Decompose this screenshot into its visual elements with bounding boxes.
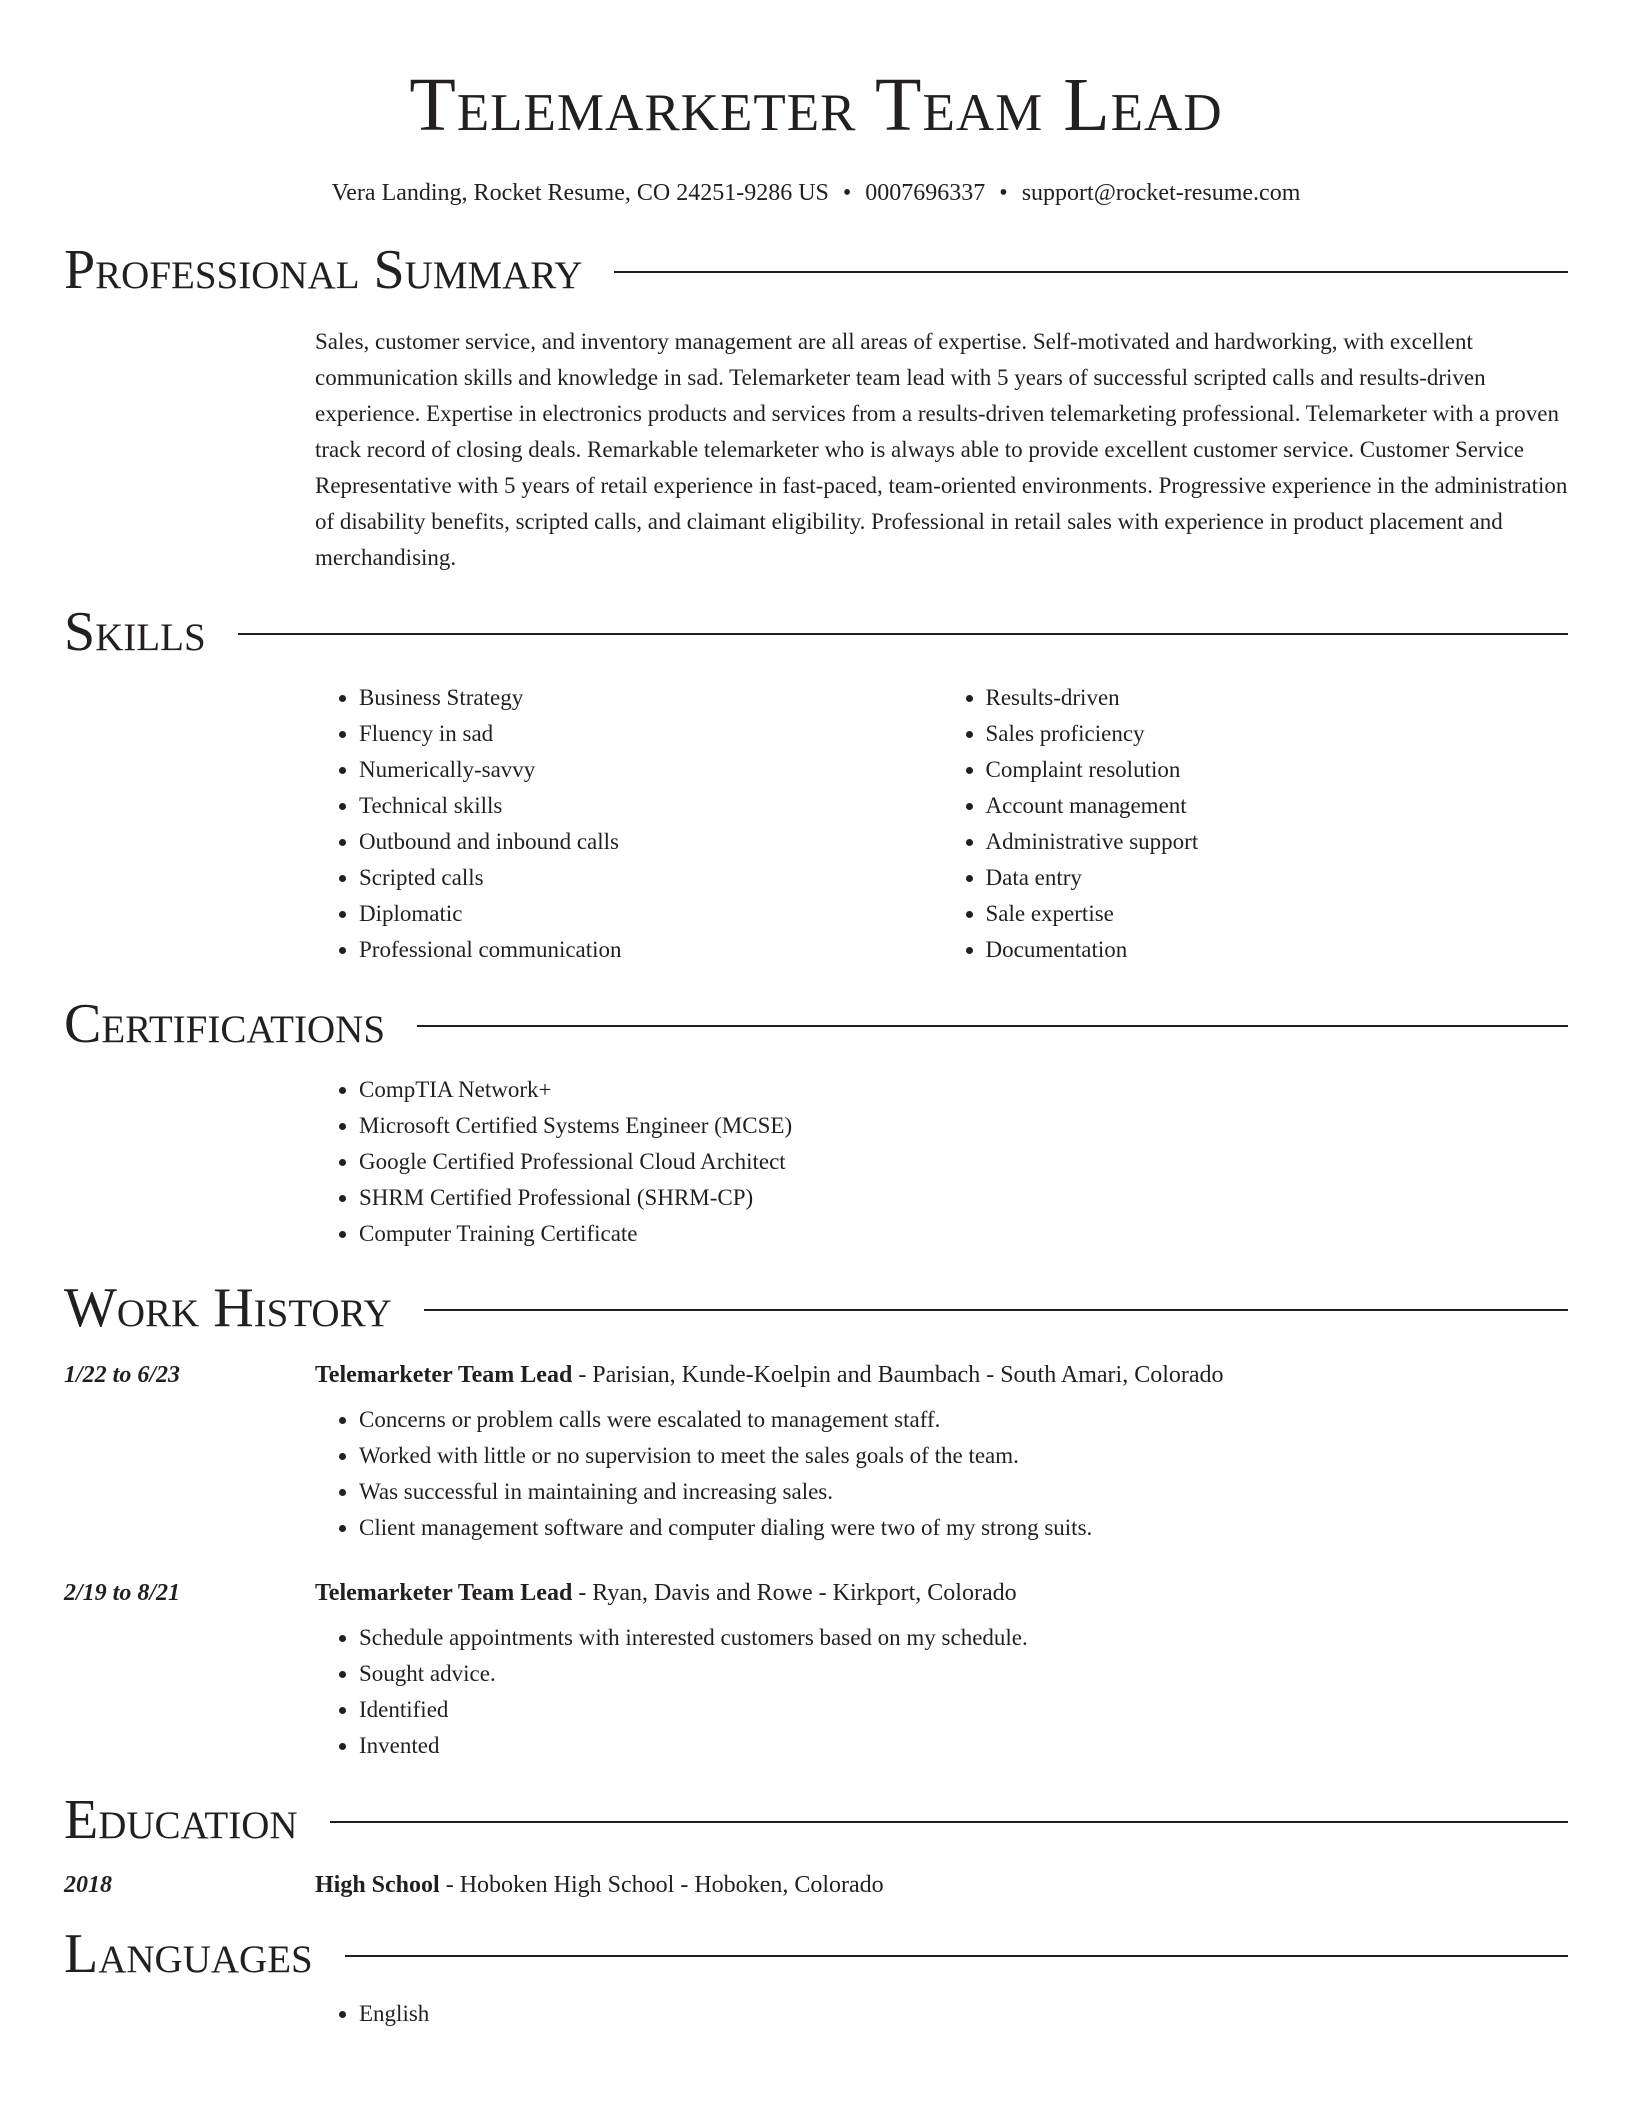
language-item: • English bbox=[359, 1996, 1568, 2032]
section-divider bbox=[424, 1309, 1568, 1311]
job-bullets bbox=[315, 1620, 1568, 1764]
job-role: Telemarketer Team Lead bbox=[315, 1580, 573, 1606]
skill-item: • Account management bbox=[986, 788, 1569, 824]
job-title-line bbox=[315, 1360, 1224, 1390]
section-divider bbox=[330, 1821, 1568, 1823]
certifications-section-header bbox=[64, 992, 1568, 1056]
skills-list-left bbox=[315, 680, 942, 968]
education-title-line bbox=[315, 1870, 884, 1900]
job-dates: 1/22 to 6/23 bbox=[64, 1362, 181, 1388]
job-duty: • Invented bbox=[359, 1728, 1568, 1764]
languages-content bbox=[315, 1996, 1568, 2032]
certification-item: • CompTIA Network+ bbox=[359, 1072, 1568, 1108]
job-role: Telemarketer Team Lead bbox=[315, 1362, 573, 1388]
certifications-section-title: Certifications bbox=[64, 993, 386, 1055]
candidate-name: Telemarketer Team Lead bbox=[409, 63, 1223, 147]
contact-separator: • bbox=[999, 180, 1008, 206]
job-duty: • Sought advice. bbox=[359, 1656, 1568, 1692]
languages-list bbox=[315, 1996, 1568, 2032]
education-degree: High School bbox=[315, 1872, 440, 1898]
skill-item: • Numerically-savvy bbox=[359, 752, 942, 788]
summary-section-header bbox=[64, 238, 1568, 302]
section-divider bbox=[345, 1955, 1568, 1957]
job-entry bbox=[64, 1578, 1568, 1764]
contact-separator: • bbox=[842, 180, 852, 206]
skill-item: • Diplomatic bbox=[359, 896, 942, 932]
job-employer: - Ryan, Davis and Rowe - Kirkport, Colorado bbox=[572, 1580, 1017, 1606]
certifications-content bbox=[315, 1072, 1568, 1252]
skill-item: • Results-driven bbox=[986, 680, 1569, 716]
job-duty: • Worked with little or no supervision to meet the sales goals of the team. bbox=[359, 1438, 1568, 1474]
contact-address: Vera Landing, Rocket Resume, CO 24251-9286 US bbox=[331, 180, 829, 206]
job-dates: 2/19 to 8/21 bbox=[64, 1580, 181, 1606]
section-divider bbox=[417, 1025, 1568, 1027]
job-duty: • Schedule appointments with interested customers based on my schedule. bbox=[359, 1620, 1568, 1656]
skill-item: • Outbound and inbound calls bbox=[359, 824, 942, 860]
job-entry bbox=[64, 1360, 1568, 1546]
certification-item: • Microsoft Certified Systems Engineer (MCSE) bbox=[359, 1108, 1568, 1144]
skill-item: • Documentation bbox=[986, 932, 1569, 968]
education-section-header bbox=[64, 1788, 1568, 1852]
skill-item: • Professional communication bbox=[359, 932, 942, 968]
job-duty: • Client management software and computer dialing were two of my strong suits. bbox=[359, 1510, 1568, 1546]
job-header bbox=[64, 1360, 1568, 1390]
skill-item: • Complaint resolution bbox=[986, 752, 1569, 788]
education-year: 2018 bbox=[64, 1872, 112, 1898]
skills-section-title: Skills bbox=[64, 601, 206, 663]
contact-line bbox=[64, 178, 1568, 208]
contact-phone: 0007696337 bbox=[865, 180, 986, 206]
job-duties-list bbox=[315, 1402, 1568, 1546]
work-section-title: Work History bbox=[64, 1277, 392, 1339]
job-duty: • Identified bbox=[359, 1692, 1568, 1728]
job-employer: - Parisian, Kunde-Koelpin and Baumbach - South Amari, Colorado bbox=[572, 1362, 1224, 1388]
skill-item: • Fluency in sad bbox=[359, 716, 942, 752]
contact-email: support@rocket-resume.com bbox=[1021, 180, 1301, 206]
summary-text: Sales, customer service, and inventory management are all areas of expertise. Self-motivated and hardworking, with excellent communication skills and knowledge in sad. Telemarketer team lead with 5 years of successful scripted calls and results-driven experience. Expertise in electronics products and services from a results-driven telemarketing professional. Telemarketer with a proven track record of closing deals. Remarkable telemarketer who is always able to provide excellent customer service. Customer Service Representative with 5 years of retail experience in fast-paced, team-oriented environments. Progressive experience in the administration of disability benefits, scripted calls, and claimant eligibility. Professional in retail sales with experience in product placement and merchandising. bbox=[315, 329, 1568, 570]
education-section-title: Education bbox=[64, 1789, 298, 1851]
education-entry bbox=[64, 1870, 1568, 1900]
certification-item: • Google Certified Professional Cloud Architect bbox=[359, 1144, 1568, 1180]
skill-item: • Sales proficiency bbox=[986, 716, 1569, 752]
skills-section-header bbox=[64, 600, 1568, 664]
job-duty: • Concerns or problem calls were escalated to management staff. bbox=[359, 1402, 1568, 1438]
skill-item: • Sale expertise bbox=[986, 896, 1569, 932]
skill-item: • Scripted calls bbox=[359, 860, 942, 896]
work-section-header bbox=[64, 1276, 1568, 1340]
skill-item: • Administrative support bbox=[986, 824, 1569, 860]
job-bullets bbox=[315, 1402, 1568, 1546]
languages-section-title: Languages bbox=[64, 1923, 313, 1985]
skill-item: • Data entry bbox=[986, 860, 1569, 896]
certification-item: • SHRM Certified Professional (SHRM-CP) bbox=[359, 1180, 1568, 1216]
skill-item: • Business Strategy bbox=[359, 680, 942, 716]
job-duty: • Was successful in maintaining and increasing sales. bbox=[359, 1474, 1568, 1510]
job-duties-list bbox=[315, 1620, 1568, 1764]
languages-section-header bbox=[64, 1922, 1568, 1986]
section-divider bbox=[238, 633, 1568, 635]
skills-list-right bbox=[942, 680, 1569, 968]
resume-header bbox=[64, 0, 1568, 208]
skills-grid bbox=[315, 680, 1568, 968]
certification-item: • Computer Training Certificate bbox=[359, 1216, 1568, 1252]
certifications-list bbox=[315, 1072, 1568, 1252]
job-header bbox=[64, 1578, 1568, 1608]
education-school: - Hoboken High School - Hoboken, Colorado bbox=[439, 1872, 884, 1898]
summary-section-title: Professional Summary bbox=[64, 239, 583, 301]
skill-item: • Technical skills bbox=[359, 788, 942, 824]
job-title-line bbox=[315, 1578, 1017, 1608]
section-divider bbox=[614, 271, 1568, 273]
